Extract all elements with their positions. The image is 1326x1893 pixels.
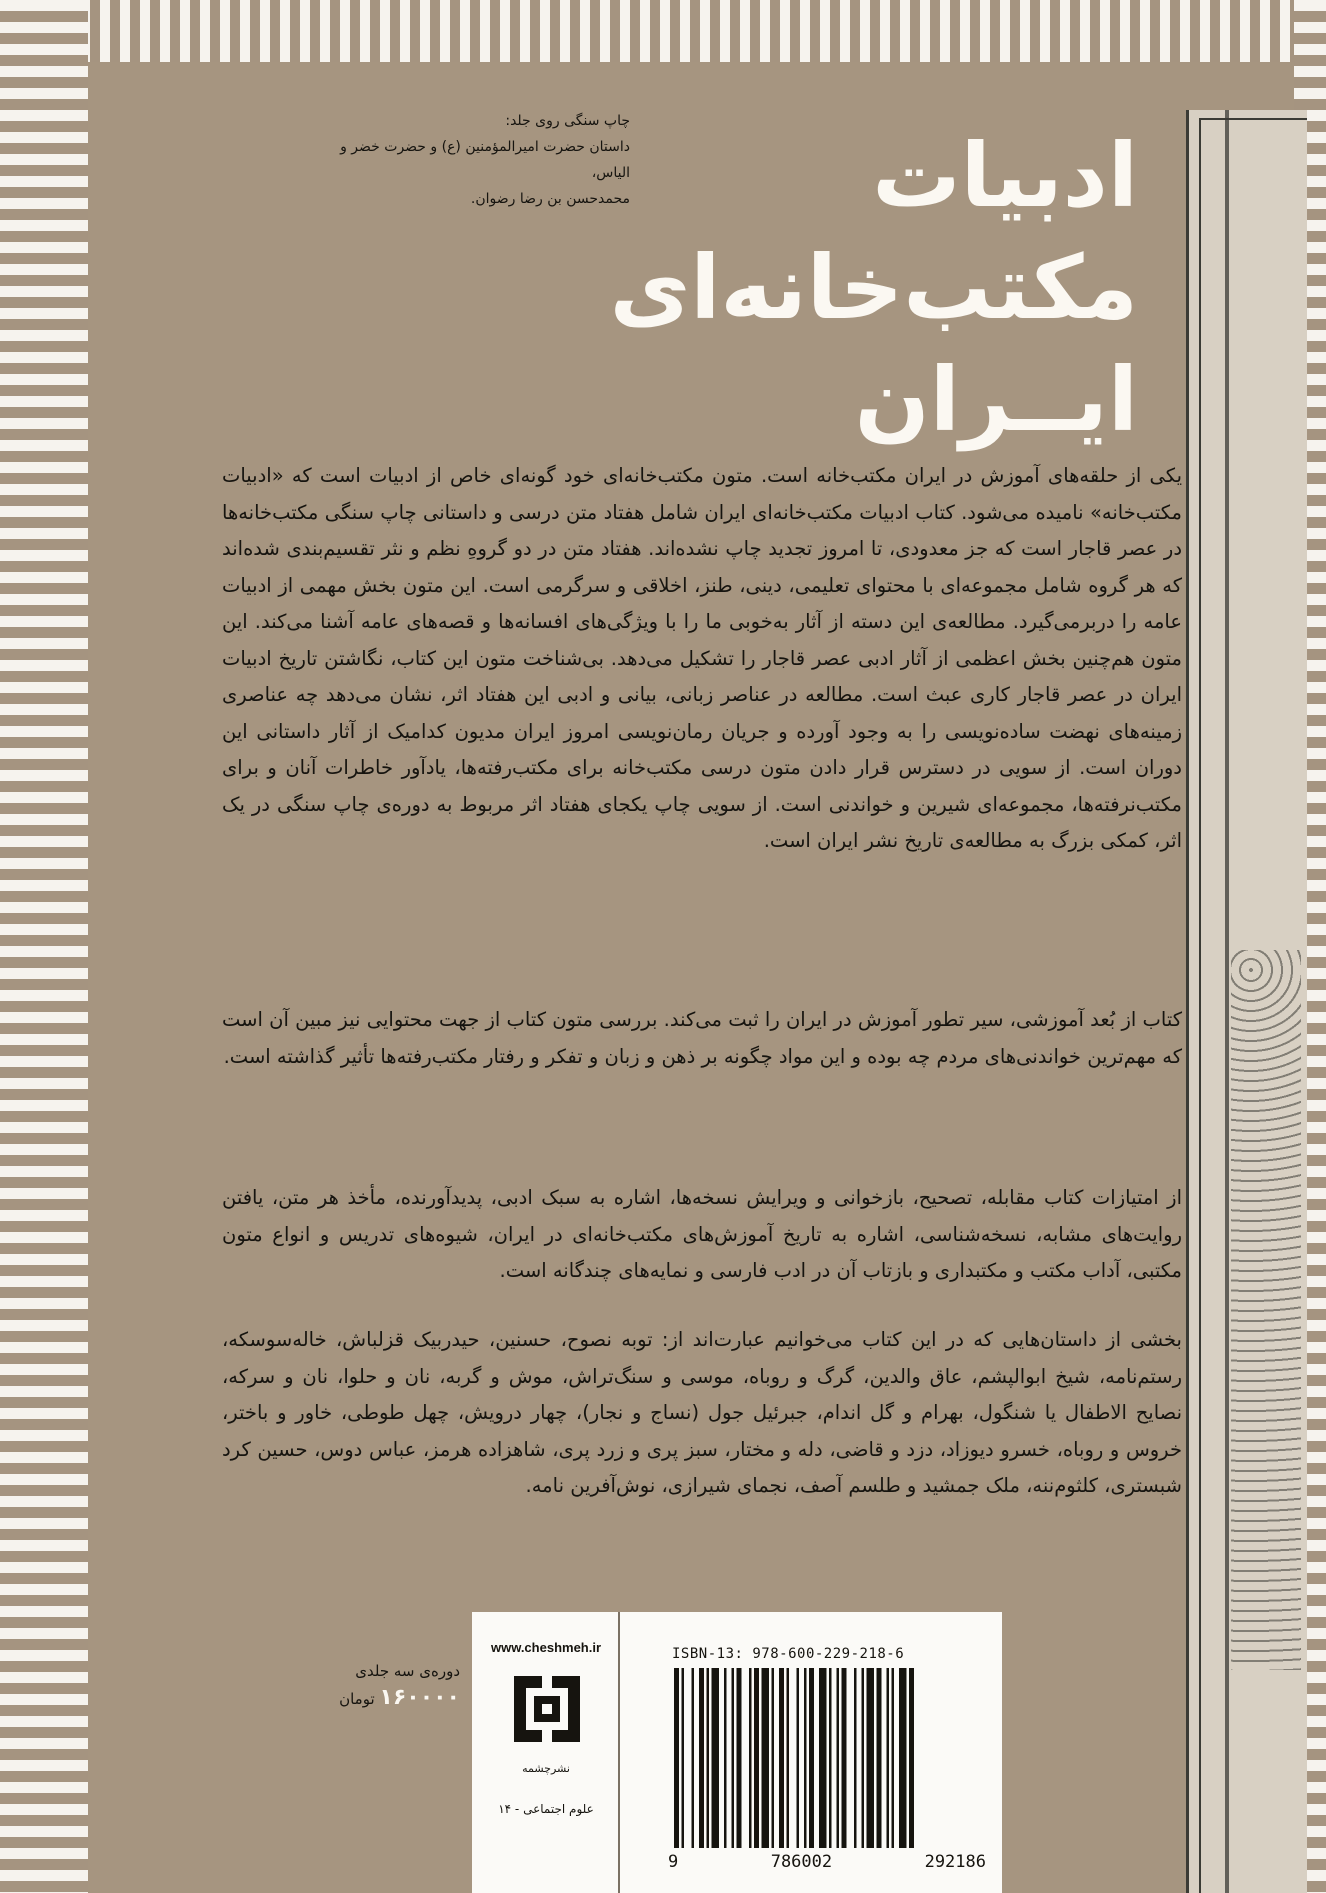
barcode-bar [712, 1668, 720, 1848]
barcode-bar [787, 1668, 790, 1848]
barcode-bar [732, 1668, 735, 1848]
isbn-line [672, 1646, 972, 1662]
manuscript-ornament [1231, 950, 1301, 1670]
barcode [668, 1668, 986, 1848]
lithograph-manuscript-image [1186, 110, 1307, 1893]
description-paragraph: کتاب از بُعد آموزشی، سیر تطور آموزش در ایران را ثبت می‌کند. بررسی متون کتاب از جهت محتوایی نیز مبین آن است که مهم‌ترین خواندنی‌های مردم چه بوده و این مواد چگونه بر ذهن و زبان و تفکر و رفتار مکتب‌رفته‌ها تأثیر گذاشته است. [222, 1008, 1182, 1068]
barcode-bar [682, 1668, 685, 1848]
top-striped-border [0, 0, 1326, 62]
barcode-bar [779, 1668, 784, 1848]
barcode-bar [707, 1668, 710, 1848]
title-line: ادبیات [872, 124, 1138, 227]
credit-line: داستان حضرت امیرالمؤمنین (ع) و حضرت خضر و الیاس، [340, 139, 630, 181]
barcode-bar [887, 1668, 890, 1848]
ean-digit-group: 9 [668, 1852, 679, 1872]
left-striped-border [0, 0, 88, 1893]
barcode-bar [749, 1668, 752, 1848]
price-unit: تومان [339, 1690, 375, 1708]
publisher-name: نشرچشمه [522, 1762, 570, 1775]
barcode-bar [899, 1668, 907, 1848]
isbn-label: ISBN-13: [672, 1646, 744, 1662]
title-line: مکتب‌خانه‌ای [609, 236, 1138, 339]
isbn-value: 978-600-229-218-6 [752, 1646, 905, 1662]
price [310, 1685, 460, 1710]
credit-line: چاپ سنگی روی جلد: [505, 113, 630, 129]
barcode-bar [797, 1668, 800, 1848]
barcode-bar [842, 1668, 847, 1848]
publisher-website: www.cheshmeh.ir [490, 1640, 602, 1655]
barcode-bar [762, 1668, 770, 1848]
publisher-barcode-box [472, 1612, 1002, 1893]
credit-line: محمدحسن بن رضا رضوان. [470, 191, 630, 207]
stories-list-paragraph: بخشی از داستان‌هایی که در این کتاب می‌خوانیم عبارت‌اند از: توبه نصوح، حسنین، حیدربیک قزلباش، خاله‌سوسکه، رستم‌نامه، شیخ ابوالپشم، عاق والدین، گرگ و روباه، موسی و سنگ‌تراش، موش و گربه، نان و حلوا، نان و سرکه، نصایح الاطفال یا شنگول، بهرام و گل اندام، جبرئیل جول (نساج و نجار)، چهار درویش، چهل طوطی، خاور و باختر، خروس و روباه، خسرو دیوزاد، دزد و قاضی، دله و مختار، سبز پری و زرد پری، شاهزاده هرمز، عباس دوس، حسین کرد شبستری، کلثوم‌ننه، ملک جمشید و طلسم آصف، نجمای شیرازی، نوش‌آفرین نامه. [222, 1328, 1182, 1497]
barcode-bar [809, 1668, 814, 1848]
ean-digit-group: 292186 [924, 1852, 986, 1872]
box-divider [618, 1612, 620, 1893]
barcode-bar [854, 1668, 857, 1848]
barcode-bar [877, 1668, 882, 1848]
barcode-bar [892, 1668, 895, 1848]
barcode-bar [867, 1668, 875, 1848]
book-title [609, 120, 1138, 456]
barcode-bar [837, 1668, 840, 1848]
cover-image-credit [330, 108, 630, 212]
price-label: دوره‌ی سه جلدی [355, 1662, 460, 1680]
barcode-bar [804, 1668, 807, 1848]
publisher-logo-icon [512, 1674, 582, 1744]
barcode-bar [772, 1668, 775, 1848]
barcode-bar [674, 1668, 679, 1848]
barcode-digits [668, 1852, 986, 1872]
barcode-bar [692, 1668, 695, 1848]
barcode-bar [819, 1668, 827, 1848]
manuscript-band [1225, 110, 1229, 1893]
barcode-bar [737, 1668, 742, 1848]
barcode-bar [699, 1668, 704, 1848]
series-label: علوم اجتماعی - ۱۴ [498, 1802, 594, 1816]
price-value: ۱۶۰۰۰۰ [379, 1685, 460, 1710]
ean-digit-group: 786002 [770, 1852, 833, 1872]
title-line: ایــران [854, 348, 1138, 451]
description-paragraph: از امتیازات کتاب مقابله، تصحیح، بازخوانی و ویرایش نسخه‌ها، اشاره به سبک ادبی، پدیدآورنده، مأخذ هر متن، یافتن روایت‌های مشابه، نسخه‌شناسی، اشاره به تاریخ آموزش‌های مکتب‌خانه‌ای در ایران، شیوه‌های تدریس و انواع متون مکتبی، آداب مکتب و مکتبداری و بازتاب آن در ادب فارسی و نمایه‌های چندگانه است. [222, 1186, 1182, 1282]
barcode-bar [829, 1668, 832, 1848]
barcode-bar [754, 1668, 759, 1848]
barcode-bar [862, 1668, 865, 1848]
barcode-bar [909, 1668, 914, 1848]
barcode-bar [724, 1668, 727, 1848]
description-paragraph: یکی از حلقه‌های آموزش در ایران مکتب‌خانه است. متون مکتب‌خانه‌ای خود گونه‌ای خاص از ادبیات است که «ادبیات مکتب‌خانه» نامیده می‌شود. کتاب ادبیات مکتب‌خانه‌ای ایران شامل هفتاد متن درسی و داستانی چاپ سنگی مکتب‌خانه‌ها در عصر قاجار است که جز معدودی، تا امروز تجدید چاپ نشده‌اند. هفتاد متن در دو گروهِ نظم و نثر تقسیم‌بندی شده‌اند که هر گروه شامل مجموعه‌ای با محتوای تعلیمی، دینی، طنز، اخلاقی و سرگرمی است. این متون بخش مهمی از ادبیات عامه را دربرمی‌گیرد. مطالعه‌ی این دسته از آثار به‌خوبی ما را با ویژگی‌های افسانه‌ها و قصه‌های عامه آشنا می‌کند. این متون هم‌چنین بخش اعظمی از آثار ادبی عصر قاجار را تشکیل می‌دهد. بی‌شناخت متون این کتاب، نگاشتن تاریخ ادبیات ایران در عصر قاجار کاری عبث است. مطالعه در عناصر زبانی، بیانی و ادبی این هفتاد اثر، نشان می‌دهد چه عناصری زمینه‌های نهضت ساده‌نویسی را به وجود آورده و جریان رمان‌نویسی امروز ایران مدیون کدامیک از آثار داستانی این دوران است. از سویی در دسترس قرار دادن متون درسی مکتب‌خانه برای مکتب‌رفته‌ها، یادآور خاطرات آنان و برای مکتب‌نرفته‌ها، مجموعه‌ای شیرین و خواندنی است. از سویی چاپ یکجای هفتاد اثر مربوط به دوره‌ی چاپ سنگی در یک اثر، کمکی بزرگ به مطالعه‌ی تاریخ نشر ایران است. [222, 464, 1182, 852]
